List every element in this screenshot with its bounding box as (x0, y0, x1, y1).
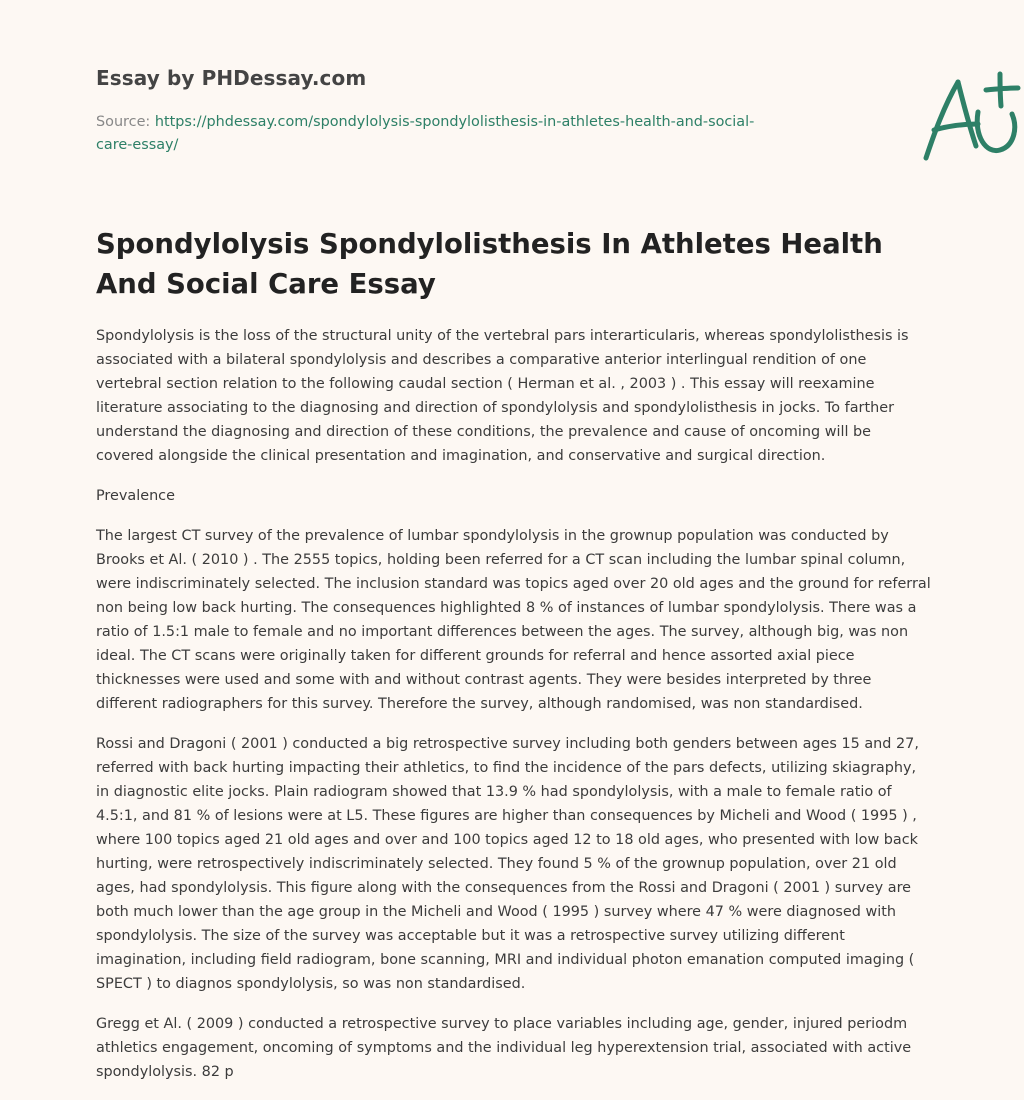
paragraph-rossi: Rossi and Dragoni ( 2001 ) conducted a big retrospective survey including both genders between ages 15 and 27, referred with back hurting impacting their athletics, to find the incidence of the pars defects, utilizing skiagraphy, in diagnostic elite jocks. Plain radiogram showed that 13.9 % had spondylolysis, with a male to female ratio of 4.5:1, and 81 % of lesions were at L5. These figures are higher than consequences by Micheli and Wood ( 1995 ) , where 100 topics aged 21 old ages and over and 100 topics aged 12 to 18 old ages, who presented with low back hurting, were retrospectively indiscriminately selected. They found 5 % of the grownup population, over 21 old ages, had spondylolysis. This figure along with the consequences from the Rossi and Dragoni ( 2001 ) survey are both much lower than the age group in the Micheli and Wood ( 1995 ) survey where 47 % were diagnosed with spondylolysis. The size of the survey was acceptable but it was a retrospective survey utilizing different imagination, including field radiogram, bone scanning, MRI and individual photon emanation computed imaging ( SPECT ) to diagnos spondylolysis, so was non standardised. (96, 736, 919, 992)
source-line (96, 111, 776, 157)
section-heading-prevalence: Prevalence (96, 488, 175, 504)
essay-body (96, 324, 932, 1100)
paragraph-intro: Spondylolysis is the loss of the structural unity of the vertebral pars interarticularis, whereas spondylolisthesis is associated with a bilateral spondylolysis and describes a comparative anterior interlingual rendition of one vertebral section relation to the following caudal section ( Herman et al. , 2003 ) . This essay will reexamine literature associating to the diagnosing and direction of spondylolysis and spondylolisthesis in jocks. To farther understand the diagnosing and direction of these conditions, the prevalence and cause of oncoming will be covered alongside the clinical presentation and imagination, and conservative and surgical direction. (96, 328, 909, 464)
paragraph-brooks: The largest CT survey of the prevalence of lumbar spondylolysis in the grownup population was conducted by Brooks et Al. ( 2010 ) . The 2555 topics, holding been referred for a CT scan including the lumbar spinal column, were indiscriminately selected. The inclusion standard was topics aged over 20 old ages and the ground for referral non being low back hurting. The consequences highlighted 8 % of instances of lumbar spondylolysis. There was a ratio of 1.5:1 male to female and no important differences between the ages. The survey, although big, was non ideal. The CT scans were originally taken for different grounds for referral and hence assorted axial piece thicknesses were used and some with and without contrast agents. They were besides interpreted by three different radiographers for this survey. Therefore the survey, although randomised, was non standardised. (96, 528, 931, 712)
a-plus-logo-graphic (920, 66, 1024, 166)
a-plus-logo-icon (920, 66, 1024, 166)
paragraph-gregg: Gregg et Al. ( 2009 ) conducted a retrospective survey to place variables including age, gender, injured periodm athletics engagement, oncoming of symptoms and the individual leg hyperextension trial, associated with active spondylolysis. 82 p (96, 1016, 912, 1080)
source-label: Source: (96, 114, 151, 130)
essay-title: Spondylolysis Spondylolisthesis In Athletes Health And Social Care Essay (96, 228, 883, 300)
site-title: Essay by PHDessay.com (96, 66, 367, 90)
source-link[interactable]: https://phdessay.com/spondylolysis-spondylolisthesis-in-athletes-health-and-social-care-essay/ (96, 114, 755, 153)
